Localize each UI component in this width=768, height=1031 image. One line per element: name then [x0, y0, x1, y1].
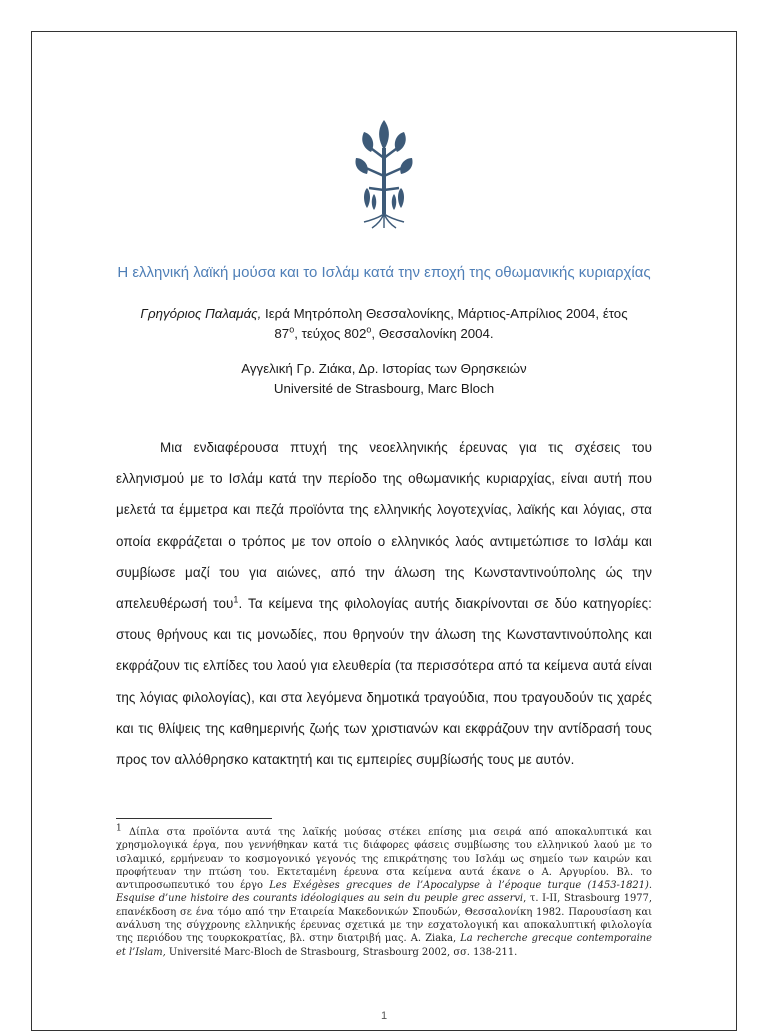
footnote-book-title: Les Exégèses grecques de l’Apocalypse à l’époque turque (1453-1821). Esquise d’une histoire des courants idéologiques au sein du peuple grec asservi — [116, 880, 652, 905]
citation-place: , Θεσσαλονίκη 2004. — [371, 326, 494, 341]
citation-publisher: Ιερά Μητρόπολη Θεσσαλονίκης, Μάρτιος-Απρίλιος 2004, έτος — [261, 306, 628, 321]
footnote-number: 1 — [116, 823, 122, 834]
footnote-thesis-title: La recherche grecque contemporaine et l’Islam, — [116, 933, 652, 958]
body-text-part2: . Τα κείμενα της φιλολογίας αυτής διακρίνονται σε δύο κατηγορίες: στους θρήνους και τις μονωδίες, που θρηνούν την άλωση της Κωνσταντινούπολης και εκφράζουν τις ελπίδες του λαού για ελευθερία (τα περισσότερα από τα κείμενα αυτά είναι της λόγιας φιλολογίας), και στα λεγόμενα δημοτικά τραγούδια, που τραγουδούν τις χαρές και τις θλίψεις της καθημερινής ζωής των χριστιανών και εκφράζουν την αντίδρασή τους προς τον αλλόθρησκο κατακτητή και τις εμπειρίες συμβίωσής τους με αυτόν. — [116, 596, 652, 768]
citation-issue: , τεύχος 802 — [294, 326, 367, 341]
author-block — [100, 359, 668, 399]
citation-year-ordinal: ο — [289, 324, 295, 335]
footnote-text-2: , τ. Ι-ΙΙ, Strasbourg 1977, επανέκδοση σε ένα τόμο από την Εταιρεία Μακεδονικών Σπουδών, Θεσσαλονίκη 1982. Παρουσίαση και ανάλυση της σύγχρονης ελληνικής έρευνας σχετικά με την εσχατολογική και αποκαλυπτική φιλολογία της περιόδου της τουρκοκρατίας, βλ. στην διατριβή μας. A. Ziaka, — [116, 893, 652, 945]
footnote — [116, 823, 652, 959]
citation-issue-ordinal: ο — [366, 324, 372, 335]
body-paragraph — [116, 432, 652, 775]
citation-year: 87 — [274, 326, 290, 341]
article-title: Η ελληνική λαϊκή μούσα και το Ισλάμ κατά την εποχή της οθωμανικής κυριαρχίας — [117, 264, 651, 281]
citation-journal: Γρηγόριος Παλαμάς, — [140, 306, 262, 321]
page-number: 1 — [380, 1010, 388, 1022]
author-affiliation: Université de Strasbourg, Marc Bloch — [273, 381, 495, 396]
footnote-separator — [116, 818, 272, 819]
footnote-text-1: Δίπλα στα προϊόντα αυτά της λαϊκής μούσας στέκει επίσης μια σειρά από αποκαλυπτικά και χρησμολογικά έργα, που γεννήθηκαν κατά τις διάφορες φάσεις συμβίωσης του ελληνικού λαού με το ισλαμικό, ερμήνευαν το κοσμογονικό γεγονός της επικράτησης του Ισλάμ ως σημείο των καιρών και προφήτευαν την πτώση του. Εκτεταμένη έρευνα στα κείμενα αυτά έκανε ο Α. Αργυρίου. Βλ. το αντιπροσωπευτικό του έργο — [116, 827, 652, 892]
tree-emblem-icon — [354, 118, 414, 230]
author-name: Αγγελική Γρ. Ζιάκα, Δρ. Ιστορίας των Θρησκειών — [241, 361, 527, 376]
footnote-text-3: Université Marc-Bloch de Strasbourg, Strasbourg 2002, σσ. 138-211. — [165, 946, 518, 958]
citation — [105, 304, 663, 344]
footnote-reference[interactable]: 1 — [233, 594, 239, 605]
body-text-part1: Μια ενδιαφέρουσα πτυχή της νεοελληνικής έρευνας για τις σχέσεις του ελληνισμού με το Ισλάμ κατά την περίοδο της οθωμανικής κυριαρχίας, είναι αυτή που μελετά τα έμμετρα και πεζά προϊόντα της ελληνικής λογοτεχνίας, λαϊκής και λόγιας, στα οποία εκφράζεται ο τρόπος με τον οποίο ο ελληνικός λαός αντιμετώπισε το Ισλάμ και συμβίωσε μαζί του για αιώνες, από την άλωση της Κωνσταντινούπολης ώς την απελευθέρωσή του — [116, 440, 652, 612]
